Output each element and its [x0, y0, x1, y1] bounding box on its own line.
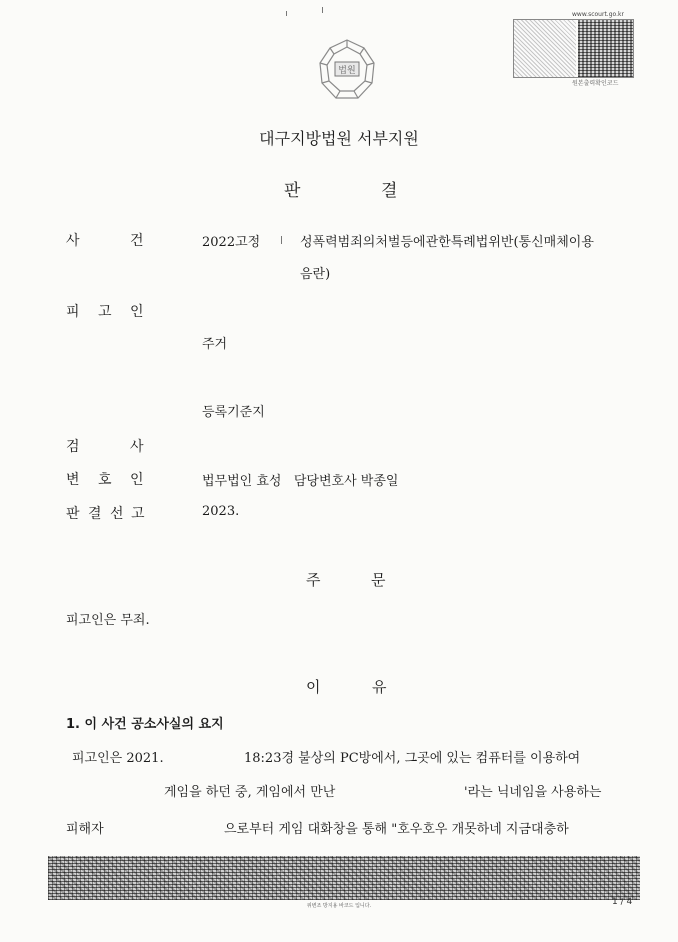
redaction-mark: [281, 236, 282, 244]
section-1-title: 1. 이 사건 공소사실의 요지: [66, 717, 224, 732]
body-line-1a: 피고인은 2021.: [72, 751, 164, 766]
case-name-line-2: 음란): [300, 267, 331, 282]
defendant-label-char: 인: [130, 304, 144, 320]
body-line-3a: 피해자: [66, 822, 104, 837]
defendant-address-label: 주거: [202, 337, 228, 352]
barcode-note: 위변조 방지용 바코드 입니다.: [306, 903, 372, 909]
order-text: 피고인은 무죄.: [66, 613, 150, 628]
body-line-2a: 게임을 하던 중, 게임에서 만난: [164, 785, 336, 800]
page-number: 1 / 4: [612, 897, 633, 907]
judgment-date-value: 2023.: [202, 504, 240, 519]
reason-heading-char: 유: [372, 678, 387, 696]
order-heading-char: 문: [371, 571, 386, 589]
seal-text: 법원: [338, 66, 356, 76]
prosecutor-label-char: 사: [130, 439, 144, 455]
case-name-line-1: 성폭력범죄의처벌등에관한특례법위반(통신매체이용: [300, 235, 594, 250]
case-label-char: 사: [66, 233, 80, 249]
qr-url: www.scourt.go.kr: [572, 11, 624, 18]
judgment-date-label-char: 결: [88, 506, 102, 522]
doc-title-char-2: 결: [381, 181, 398, 201]
judgment-date-label-char: 선: [110, 506, 124, 522]
body-line-1b: 18:23경 불상의 PC방에서, 그곳에 있는 컴퓨터를 이용하여: [244, 751, 581, 766]
doc-title-char-1: 판: [284, 181, 301, 201]
defendant-label-char: 피: [66, 304, 80, 320]
defendant-label-char: 고: [98, 304, 112, 320]
scan-speck: [286, 11, 287, 16]
counsel-label-char: 호: [98, 472, 112, 488]
verification-code: [513, 19, 634, 78]
reason-heading-char: 이: [306, 678, 321, 696]
counsel-label-char: 변: [66, 472, 80, 488]
counsel-label-char: 인: [130, 472, 144, 488]
case-label-char: 건: [130, 233, 144, 249]
defendant-registry-label: 등록기준지: [202, 405, 265, 420]
judgment-date-label-char: 고: [131, 506, 145, 522]
qr-caption: 원본출력확인코드: [572, 80, 619, 87]
counsel-value: 법무법인 효성 담당변호사 박종일: [202, 474, 399, 489]
prosecutor-label-char: 검: [66, 439, 80, 455]
case-number: 2022고정: [202, 235, 261, 250]
body-line-3b: 으로부터 게임 대화창을 통해 "호우호우 개못하네 지금대충하: [224, 822, 569, 837]
body-line-2b: '라는 닉네임을 사용하는: [464, 785, 602, 800]
court-seal: [312, 38, 382, 104]
anti-forgery-barcode: [48, 856, 640, 900]
court-name: 대구지방법원 서부지원: [259, 129, 419, 148]
scan-speck: [322, 7, 323, 13]
judgment-date-label-char: 판: [66, 506, 80, 522]
order-heading-char: 주: [306, 571, 321, 589]
